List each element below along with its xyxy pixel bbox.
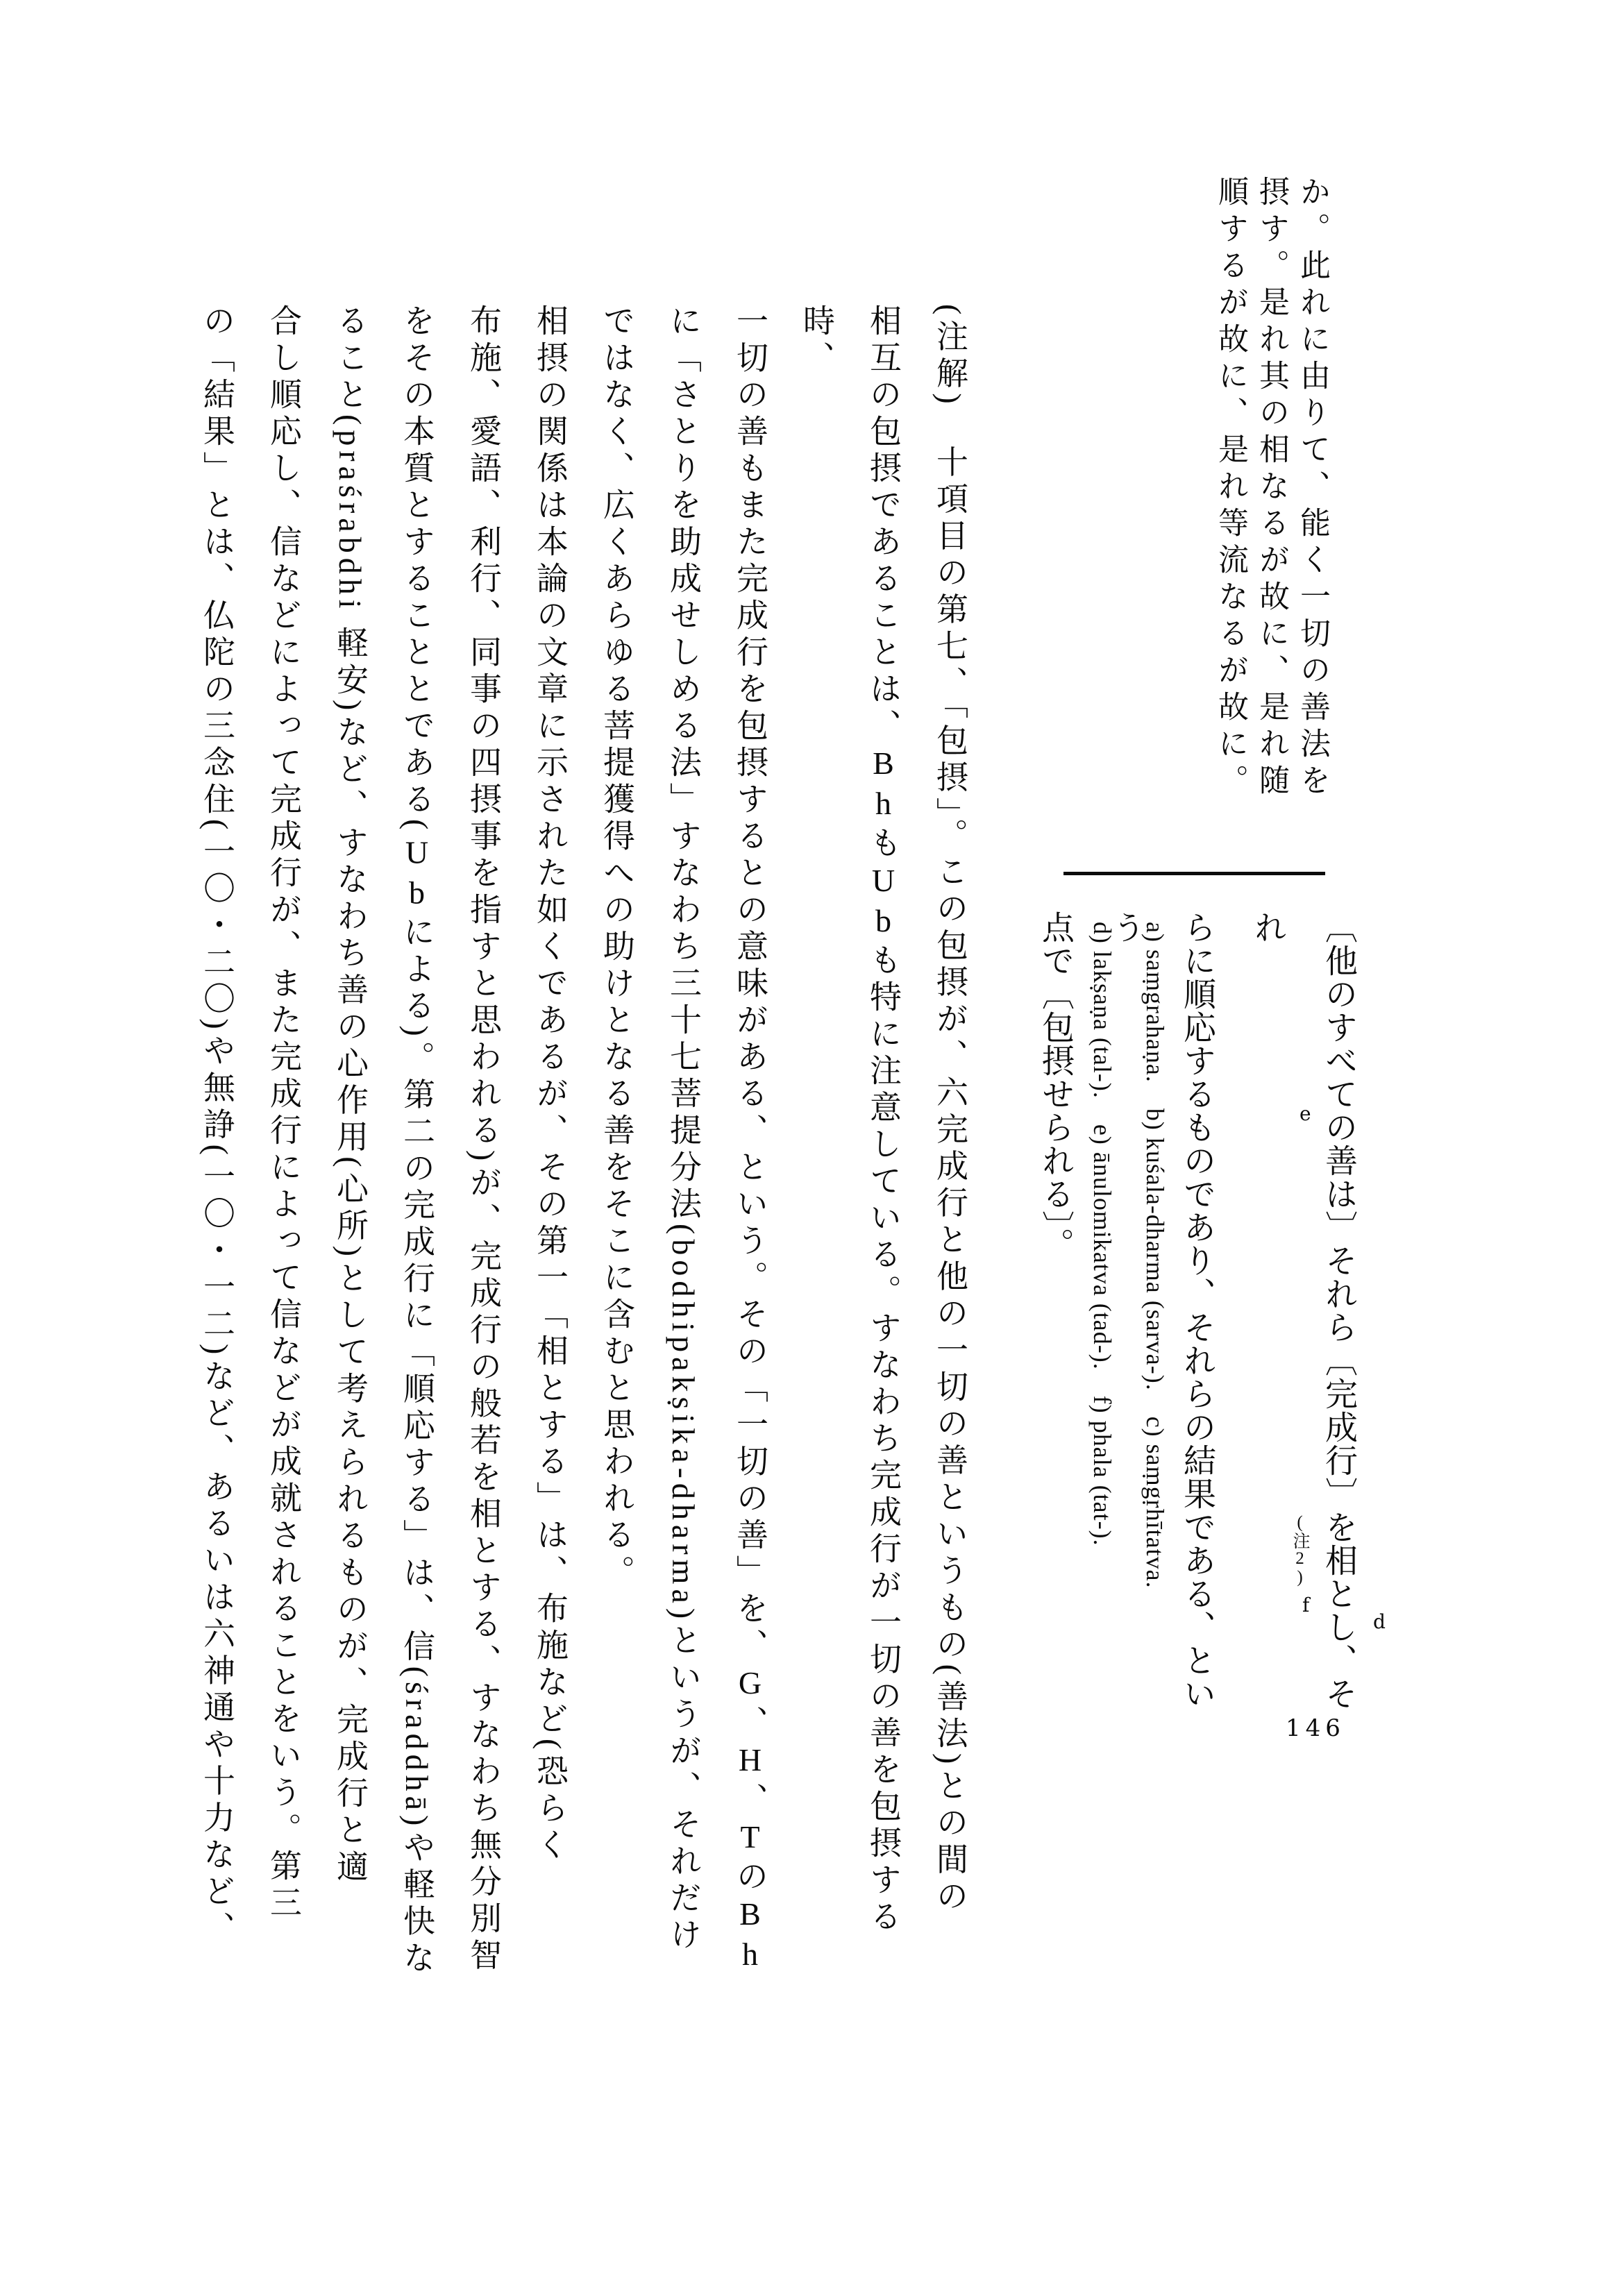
text-run: 、: [732, 1705, 768, 1742]
text-run: に「さとりを助成せしめる法」すなわち三十七菩提分法(bodhipakṣika-dharma)というが、それだけ: [666, 304, 701, 1955]
sanskrit-notes-block: [1075, 922, 1181, 1741]
text-run: 合し順応し、信などによって完成行が、また完成行によって信などが成就されることをいう。第三: [266, 304, 301, 1923]
annotation-note2: (注2): [1290, 1513, 1309, 1587]
latin-upright-run: Ub: [399, 834, 435, 915]
annotation-d: d: [1373, 1610, 1386, 1633]
latin-upright-run: G: [732, 1665, 768, 1705]
sanskrit-note-line: d) lakṣaṇa (tal-). e) ānulomikatva (tad-). f) phala (tat-).: [1088, 922, 1116, 1546]
commentary-column: [450, 304, 516, 1991]
kanbun-quote-block: [1208, 176, 1333, 835]
latin-upright-run: H: [732, 1742, 768, 1782]
page-number: 146: [1286, 1714, 1345, 1742]
translation-line: らに順応するものであり、それらの結果である、という: [1108, 911, 1215, 1710]
text-run: も: [866, 826, 901, 863]
text-run: の: [732, 1859, 768, 1896]
translation-line: 点で〔包摂せられる〕。: [1037, 911, 1073, 1261]
translation-line: 〔他のすべての善は〕それら〔完成行〕を相とし、それ: [1250, 911, 1356, 1710]
latin-upright-run: Bh: [732, 1896, 768, 1977]
kanbun-line: 順するが故に、是れ等流なるが故に。: [1213, 176, 1247, 801]
text-run: 布施、愛語、利行、同事の四摂事を指すと思われる)が、完成行の般若を相とする、すなわち無分別智: [466, 304, 501, 1975]
text-run: 、: [732, 1782, 768, 1819]
commentary-column: [317, 304, 383, 1991]
annotation-e: e: [1300, 1102, 1311, 1125]
text-run: 相摂の関係は本論の文章に示された如くであるが、その第一「相とする」は、布施など(恐らく: [532, 304, 568, 1865]
commentary-column: [250, 304, 317, 1991]
text-run: 一切の善もまた完成行を包摂するとの意味がある、という。その「一切の善」を、: [732, 304, 768, 1665]
commentary-column: [650, 304, 716, 1991]
commentary-column: [516, 304, 583, 1991]
text-run: 相互の包摂であることは、: [866, 304, 901, 745]
annotation-f: f: [1302, 1594, 1310, 1617]
commentary-column: [383, 304, 450, 1991]
sanskrit-note-line: a) saṃgrahaṇa. b) kuśala-dharma (sarva-). c) saṃgṛhītatva.: [1141, 922, 1169, 1589]
text-run: をその本質とすることとである(: [399, 304, 435, 835]
text-run: も特に注意している。すなわち完成行が一切の善を包摂する時、: [799, 304, 901, 1936]
kanbun-line: 摂す。是れ其の相なるが故に、是れ随: [1254, 176, 1288, 801]
commentary: [199, 304, 983, 1991]
latin-upright-run: Ub: [866, 863, 901, 943]
commentary-column: [916, 304, 983, 1991]
commentary-column: [716, 304, 783, 1991]
text-run: ではなく、広くあらゆる菩提獲得への助けとなる善をそこに含むと思われる。: [599, 304, 634, 1592]
commentary-column: [783, 304, 916, 1991]
text-run: ること(praśrabdhi 軽安)など、すなわち善の心作用(心所)として考えられるものが、完成行と適: [333, 304, 368, 1886]
commentary-column: [183, 304, 250, 1991]
text-run: (注解) 十項目の第七、「包摂」。この包摂が、六完成行と他の一切の善というもの(善法)との間の: [932, 304, 968, 1916]
latin-upright-run: T: [732, 1819, 768, 1859]
kanbun-line: か。此れに由りて、能く一切の善法を: [1295, 176, 1329, 801]
commentary-column: [583, 304, 650, 1991]
text-run: による)。第二の完成行に「順応する」は、信(śraddhā)や軽快な: [399, 915, 435, 1978]
text-run: の「結果」とは、仏陀の三念住(一〇・二〇)や無諍(一〇・一二)など、あるいは六神通や十力など、: [199, 304, 235, 1948]
section-divider-rule: [1063, 872, 1325, 875]
latin-upright-run: Bh: [866, 745, 901, 826]
